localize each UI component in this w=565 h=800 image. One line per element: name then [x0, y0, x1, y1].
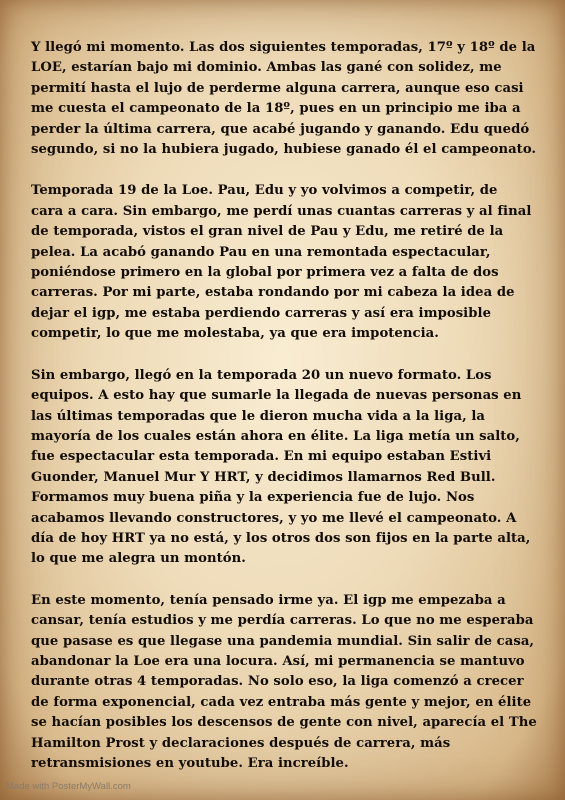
paragraph-3 [31, 366, 541, 570]
text-line: abandonar la Loe era una locura. Así, mi permanencia se mantuvo [31, 653, 525, 669]
text-line: de forma exponencial, cada vez entraba más gente y mejor, en élite [31, 694, 532, 710]
text-line: que pasase es que llegase una pandemia mundial. Sin salir de casa, [31, 633, 535, 649]
text-line: lo que me alegra un montón. [31, 551, 246, 567]
text-line: LOE, estarían bajo mi dominio. Ambas las gané con solidez, me [31, 60, 502, 76]
text-line: competir, lo que me molestaba, ya que era impotencia. [31, 326, 439, 342]
text-line: cara a cara. Sin embargo, me perdí unas cuantas carreras y al final [31, 203, 532, 219]
text-line: dejar el igp, me estaba perdiendo carreras y así era imposible [31, 305, 492, 321]
text-line: Formamos muy buena piña y la experiencia fue de lujo. Nos [31, 490, 475, 506]
text-line: fue espectacular esta temporada. En mi equipo estaban Estivi [31, 449, 492, 465]
text-line: acabamos llevando constructores, y yo me llevé el campeonato. A [31, 510, 517, 526]
text-line: carreras. Por mi parte, estaba rondando por mi cabeza la idea de [31, 285, 515, 301]
text-line: de temporada, vistos el gran nivel de Pau y Edu, me retiré de la [31, 224, 504, 240]
text-line: las últimas temporadas que le dieron mucha vida a la liga, la [31, 408, 486, 424]
text-line: En este momento, tenía pensado irme ya. El igp me empezaba a [31, 592, 506, 608]
text-line: Guonder, Manuel Mur Y HRT, y decidimos llamarnos Red Bull. [31, 469, 496, 485]
text-line: segundo, si no la hubiera jugado, hubiese ganado él el campeonato. [31, 142, 537, 158]
text-line: Sin embargo, llegó en la temporada 20 un nuevo formato. Los [31, 367, 492, 383]
text-line: perder la última carrera, que acabé jugando y ganando. Edu quedó [31, 121, 530, 137]
text-line: retransmisiones en youtube. Era increíble. [31, 756, 349, 771]
text-line: permití hasta el lujo de perderme alguna carrera, aunque eso casi [31, 80, 524, 96]
paragraph-1 [31, 38, 541, 160]
text-line: mayoría de los cuales están ahora en élite. La liga metía un salto, [31, 428, 520, 444]
text-line: durante otras 4 temporadas. No solo eso, la liga comenzó a crecer [31, 674, 524, 690]
text-line: poniéndose primero en la global por primera vez a falta de dos [31, 265, 499, 281]
paragraph-4 [31, 591, 541, 775]
text-line: Hamilton Prost y declaraciones después de carrera, más [31, 735, 451, 751]
text-line: equipos. A esto hay que sumarle la llegada de nuevas personas en [31, 388, 522, 404]
paragraph-2 [31, 181, 541, 344]
text-line: día de hoy HRT ya no está, y los otros dos son fijos en la parte alta, [31, 530, 531, 546]
text-line: cansar, tenía estudios y me perdía carreras. Lo que no me esperaba [31, 613, 534, 629]
text-line: me cuesta el campeonato de la 18º, pues en un principio me iba a [31, 101, 521, 117]
document-body [31, 38, 541, 795]
text-line: pelea. La acabó ganando Pau en una remontada espectacular, [31, 244, 491, 260]
text-line: se hacían posibles los descensos de gente con nivel, aparecía el The [31, 715, 537, 731]
text-line: Y llegó mi momento. Las dos siguientes temporadas, 17º y 18º de la [31, 40, 536, 55]
text-line: Temporada 19 de la Loe. Pau, Edu y yo volvimos a competir, de [31, 183, 498, 199]
watermark: Made with PosterMyWall.com [6, 781, 131, 792]
